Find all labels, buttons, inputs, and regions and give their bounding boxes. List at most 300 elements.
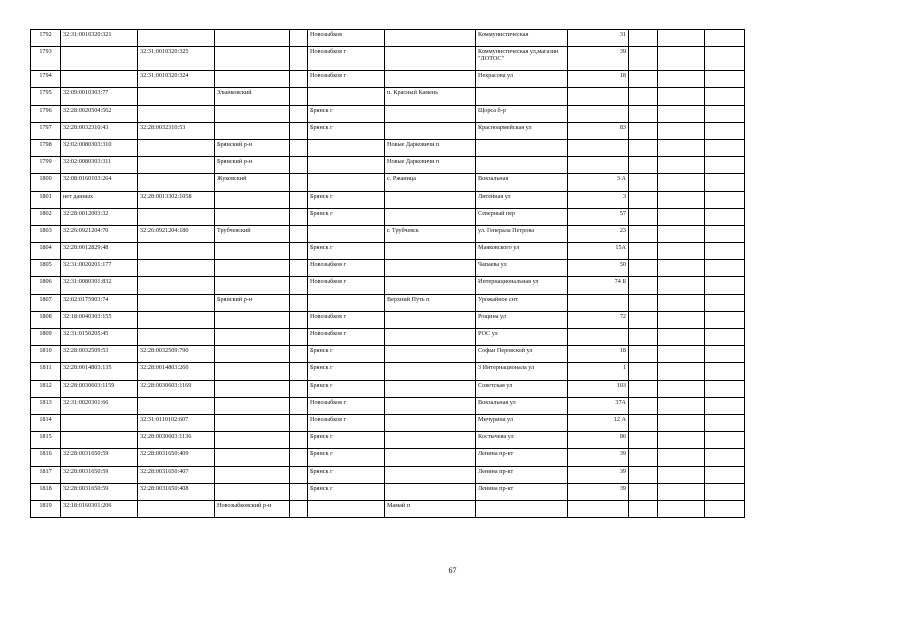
spacer-cell: [290, 88, 308, 105]
empty-cell: [705, 329, 745, 346]
house-number-cell: 18: [568, 71, 629, 88]
building-cadastral-cell: 32:31:0110102:607: [138, 414, 215, 431]
table-row: [31, 191, 745, 208]
city-cell: Брянск г: [308, 208, 385, 225]
empty-cell: [658, 397, 705, 414]
table-row: [31, 311, 745, 328]
cadastral-number-cell: 32:28:0020504:562: [61, 105, 138, 122]
spacer-cell: [290, 380, 308, 397]
empty-cell: [658, 500, 705, 517]
house-number-cell: 37А: [568, 397, 629, 414]
empty-cell: [658, 346, 705, 363]
district-cell: [215, 30, 290, 47]
district-cell: Брянский р-н: [215, 139, 290, 156]
district-cell: [215, 380, 290, 397]
city-cell: [308, 88, 385, 105]
table-row: [31, 47, 745, 71]
empty-cell: [705, 71, 745, 88]
building-cadastral-cell: [138, 277, 215, 294]
settlement-cell: [385, 30, 476, 47]
street-cell: Мичурина ул: [476, 414, 568, 431]
empty-cell: [629, 139, 658, 156]
city-cell: Новозыбков г: [308, 397, 385, 414]
district-cell: Брянский р-н: [215, 157, 290, 174]
building-cadastral-cell: 32:31:0010320:325: [138, 47, 215, 71]
spacer-cell: [290, 208, 308, 225]
district-cell: [215, 260, 290, 277]
row-number-cell: 1818: [31, 483, 61, 500]
settlement-cell: [385, 191, 476, 208]
settlement-cell: [385, 277, 476, 294]
street-cell: [476, 88, 568, 105]
cadastral-number-cell: 32:28:0014803:135: [61, 363, 138, 380]
row-number-cell: 1806: [31, 277, 61, 294]
cadastral-number-cell: 32:28:0012003:32: [61, 208, 138, 225]
cadastral-number-cell: [61, 432, 138, 449]
empty-cell: [658, 432, 705, 449]
cadastral-number-cell: 32:28:0032310:43: [61, 122, 138, 139]
empty-cell: [705, 122, 745, 139]
empty-cell: [705, 30, 745, 47]
empty-cell: [629, 483, 658, 500]
row-number-cell: 1807: [31, 294, 61, 311]
street-cell: [476, 157, 568, 174]
table-row: [31, 346, 745, 363]
row-number-cell: 1812: [31, 380, 61, 397]
table-row: [31, 380, 745, 397]
table-row: [31, 500, 745, 517]
table-row: [31, 30, 745, 47]
street-cell: Советская ул: [476, 380, 568, 397]
empty-cell: [629, 500, 658, 517]
street-cell: Ленина пр-кт: [476, 483, 568, 500]
house-number-cell: 74 Б: [568, 277, 629, 294]
empty-cell: [705, 432, 745, 449]
empty-cell: [629, 157, 658, 174]
empty-cell: [629, 363, 658, 380]
row-number-cell: 1809: [31, 329, 61, 346]
cadastral-number-cell: 32:09:0010303:77: [61, 88, 138, 105]
cadastral-number-cell: 32:28:0031650:59: [61, 449, 138, 466]
cadastral-number-cell: 32:31:0080301:832: [61, 277, 138, 294]
row-number-cell: 1795: [31, 88, 61, 105]
row-number-cell: 1808: [31, 311, 61, 328]
row-number-cell: 1805: [31, 260, 61, 277]
house-number-cell: [568, 157, 629, 174]
street-cell: Чапаева ул: [476, 260, 568, 277]
district-cell: Брянский р-н: [215, 294, 290, 311]
spacer-cell: [290, 294, 308, 311]
table-row: [31, 466, 745, 483]
house-number-cell: 18: [568, 346, 629, 363]
street-cell: Вокзальная ул: [476, 397, 568, 414]
empty-cell: [705, 466, 745, 483]
building-cadastral-cell: [138, 157, 215, 174]
street-cell: ул. Генерала Петрова: [476, 225, 568, 242]
house-number-cell: 83: [568, 122, 629, 139]
district-cell: Новозыбковский р-н: [215, 500, 290, 517]
city-cell: Новозыбков г: [308, 277, 385, 294]
cadastral-number-cell: 32:02:0175903:74: [61, 294, 138, 311]
city-cell: Новозыбков г: [308, 260, 385, 277]
row-number-cell: 1815: [31, 432, 61, 449]
empty-cell: [705, 311, 745, 328]
spacer-cell: [290, 225, 308, 242]
empty-cell: [629, 277, 658, 294]
building-cadastral-cell: [138, 88, 215, 105]
empty-cell: [658, 311, 705, 328]
city-cell: Брянск г: [308, 449, 385, 466]
city-cell: Брянск г: [308, 432, 385, 449]
empty-cell: [629, 243, 658, 260]
settlement-cell: п. Красный Камень: [385, 88, 476, 105]
cadastral-number-cell: 32:08:0160103:264: [61, 174, 138, 191]
house-number-cell: [568, 105, 629, 122]
empty-cell: [705, 363, 745, 380]
house-number-cell: 39: [568, 483, 629, 500]
row-number-cell: 1793: [31, 47, 61, 71]
empty-cell: [658, 277, 705, 294]
building-cadastral-cell: 32:28:0032310:53: [138, 122, 215, 139]
house-number-cell: 103: [568, 380, 629, 397]
building-cadastral-cell: [138, 397, 215, 414]
empty-cell: [705, 47, 745, 71]
house-number-cell: 1: [568, 363, 629, 380]
empty-cell: [629, 88, 658, 105]
row-number-cell: 1792: [31, 30, 61, 47]
city-cell: Брянск г: [308, 466, 385, 483]
street-cell: Щорса б-р: [476, 105, 568, 122]
table-row: [31, 225, 745, 242]
street-cell: Коммунистическая: [476, 30, 568, 47]
settlement-cell: Новые Дарковичи п: [385, 139, 476, 156]
settlement-cell: [385, 260, 476, 277]
settlement-cell: [385, 329, 476, 346]
row-number-cell: 1814: [31, 414, 61, 431]
building-cadastral-cell: [138, 311, 215, 328]
empty-cell: [629, 346, 658, 363]
building-cadastral-cell: 32:31:0010320:324: [138, 71, 215, 88]
empty-cell: [658, 225, 705, 242]
cadastral-number-cell: 32:31:0150205:45: [61, 329, 138, 346]
house-number-cell: 15А: [568, 243, 629, 260]
city-cell: [308, 500, 385, 517]
row-number-cell: 1797: [31, 122, 61, 139]
spacer-cell: [290, 277, 308, 294]
building-cadastral-cell: [138, 294, 215, 311]
empty-cell: [658, 122, 705, 139]
settlement-cell: [385, 380, 476, 397]
empty-cell: [658, 380, 705, 397]
row-number-cell: 1817: [31, 466, 61, 483]
registry-table: [30, 29, 745, 518]
table-row: [31, 277, 745, 294]
empty-cell: [658, 88, 705, 105]
spacer-cell: [290, 243, 308, 260]
empty-cell: [705, 414, 745, 431]
empty-cell: [705, 243, 745, 260]
house-number-cell: [568, 139, 629, 156]
empty-cell: [629, 414, 658, 431]
empty-cell: [658, 483, 705, 500]
spacer-cell: [290, 466, 308, 483]
street-cell: Красноармейская ул: [476, 122, 568, 139]
city-cell: [308, 157, 385, 174]
street-cell: Урожайное снт: [476, 294, 568, 311]
settlement-cell: [385, 243, 476, 260]
building-cadastral-cell: 32:28:0032509:790: [138, 346, 215, 363]
spacer-cell: [290, 346, 308, 363]
spacer-cell: [290, 311, 308, 328]
empty-cell: [629, 225, 658, 242]
spacer-cell: [290, 191, 308, 208]
district-cell: [215, 483, 290, 500]
street-cell: Ленина пр-кт: [476, 466, 568, 483]
empty-cell: [629, 260, 658, 277]
row-number-cell: 1811: [31, 363, 61, 380]
cadastral-number-cell: 32:28:0012829:48: [61, 243, 138, 260]
table-row: [31, 105, 745, 122]
house-number-cell: 23: [568, 225, 629, 242]
street-cell: РОС ул: [476, 329, 568, 346]
district-cell: [215, 329, 290, 346]
district-cell: [215, 122, 290, 139]
settlement-cell: [385, 311, 476, 328]
empty-cell: [658, 71, 705, 88]
city-cell: Новозыбков г: [308, 311, 385, 328]
settlement-cell: [385, 47, 476, 71]
empty-cell: [705, 346, 745, 363]
city-cell: Новозыбков г: [308, 329, 385, 346]
cadastral-number-cell: 32:02:0080303:310: [61, 139, 138, 156]
house-number-cell: 12 А: [568, 414, 629, 431]
house-number-cell: [568, 88, 629, 105]
empty-cell: [629, 208, 658, 225]
district-cell: [215, 449, 290, 466]
table-row: [31, 397, 745, 414]
empty-cell: [658, 208, 705, 225]
district-cell: [215, 346, 290, 363]
district-cell: [215, 243, 290, 260]
empty-cell: [705, 88, 745, 105]
street-cell: Рощина ул: [476, 311, 568, 328]
spacer-cell: [290, 157, 308, 174]
table-row: [31, 243, 745, 260]
table-row: [31, 449, 745, 466]
row-number-cell: 1799: [31, 157, 61, 174]
empty-cell: [705, 397, 745, 414]
settlement-cell: [385, 346, 476, 363]
city-cell: Брянск г: [308, 483, 385, 500]
street-cell: Коммунистическая ул,магазин "ЛОТОС": [476, 47, 568, 71]
empty-cell: [629, 47, 658, 71]
house-number-cell: 3 А: [568, 174, 629, 191]
building-cadastral-cell: 32:28:0014803:260: [138, 363, 215, 380]
spacer-cell: [290, 47, 308, 71]
row-number-cell: 1816: [31, 449, 61, 466]
empty-cell: [658, 414, 705, 431]
table-row: [31, 174, 745, 191]
city-cell: Брянск г: [308, 243, 385, 260]
building-cadastral-cell: [138, 208, 215, 225]
house-number-cell: 39: [568, 449, 629, 466]
house-number-cell: [568, 294, 629, 311]
house-number-cell: [568, 329, 629, 346]
empty-cell: [629, 294, 658, 311]
empty-cell: [658, 294, 705, 311]
spacer-cell: [290, 30, 308, 47]
building-cadastral-cell: [138, 260, 215, 277]
spacer-cell: [290, 71, 308, 88]
empty-cell: [658, 174, 705, 191]
empty-cell: [658, 449, 705, 466]
empty-cell: [658, 363, 705, 380]
spacer-cell: [290, 483, 308, 500]
settlement-cell: [385, 71, 476, 88]
street-cell: [476, 139, 568, 156]
table-row: [31, 208, 745, 225]
city-cell: [308, 225, 385, 242]
house-number-cell: 39: [568, 466, 629, 483]
building-cadastral-cell: [138, 243, 215, 260]
cadastral-number-cell: 32:31:0020301:66: [61, 397, 138, 414]
building-cadastral-cell: 32:26:0921204:180: [138, 225, 215, 242]
empty-cell: [658, 329, 705, 346]
district-cell: [215, 466, 290, 483]
city-cell: [308, 294, 385, 311]
spacer-cell: [290, 432, 308, 449]
empty-cell: [658, 139, 705, 156]
registry-table-body: [31, 30, 745, 518]
row-number-cell: 1796: [31, 105, 61, 122]
house-number-cell: 39: [568, 47, 629, 71]
district-cell: [215, 397, 290, 414]
district-cell: [215, 47, 290, 71]
cadastral-number-cell: 32:28:0030603:1159: [61, 380, 138, 397]
district-cell: [215, 432, 290, 449]
row-number-cell: 1794: [31, 71, 61, 88]
city-cell: Брянск г: [308, 363, 385, 380]
street-cell: [476, 500, 568, 517]
house-number-cell: 86: [568, 432, 629, 449]
empty-cell: [629, 105, 658, 122]
street-cell: Ленина пр-кт: [476, 449, 568, 466]
empty-cell: [629, 449, 658, 466]
empty-cell: [705, 157, 745, 174]
cadastral-number-cell: 32:18:0160301:206: [61, 500, 138, 517]
settlement-cell: [385, 483, 476, 500]
street-cell: Интернациональная ул: [476, 277, 568, 294]
city-cell: [308, 139, 385, 156]
table-row: [31, 157, 745, 174]
street-cell: Некрасова ул: [476, 71, 568, 88]
cadastral-number-cell: 32:28:0032509:53: [61, 346, 138, 363]
table-row: [31, 432, 745, 449]
empty-cell: [705, 483, 745, 500]
district-cell: [215, 105, 290, 122]
street-cell: 3 Интернационала ул: [476, 363, 568, 380]
street-cell: Вокзальная: [476, 174, 568, 191]
empty-cell: [658, 243, 705, 260]
district-cell: Трубчевский: [215, 225, 290, 242]
building-cadastral-cell: 32:28:0031650:409: [138, 449, 215, 466]
empty-cell: [705, 174, 745, 191]
empty-cell: [629, 191, 658, 208]
empty-cell: [629, 380, 658, 397]
district-cell: [215, 71, 290, 88]
city-cell: Брянск г: [308, 105, 385, 122]
building-cadastral-cell: 32:28:0031650:408: [138, 483, 215, 500]
table-row: [31, 260, 745, 277]
empty-cell: [629, 71, 658, 88]
settlement-cell: [385, 122, 476, 139]
building-cadastral-cell: [138, 105, 215, 122]
building-cadastral-cell: [138, 500, 215, 517]
row-number-cell: 1804: [31, 243, 61, 260]
empty-cell: [658, 47, 705, 71]
city-cell: Новозыбков г: [308, 47, 385, 71]
empty-cell: [629, 30, 658, 47]
row-number-cell: 1810: [31, 346, 61, 363]
empty-cell: [705, 294, 745, 311]
settlement-cell: [385, 449, 476, 466]
row-number-cell: 1800: [31, 174, 61, 191]
table-row: [31, 414, 745, 431]
cadastral-number-cell: [61, 47, 138, 71]
district-cell: [215, 208, 290, 225]
city-cell: Брянск г: [308, 191, 385, 208]
empty-cell: [629, 329, 658, 346]
district-cell: Жуковский: [215, 174, 290, 191]
spacer-cell: [290, 397, 308, 414]
spacer-cell: [290, 449, 308, 466]
spacer-cell: [290, 500, 308, 517]
settlement-cell: [385, 432, 476, 449]
table-row: [31, 294, 745, 311]
empty-cell: [705, 225, 745, 242]
building-cadastral-cell: 32:28:0030603:1136: [138, 432, 215, 449]
empty-cell: [658, 30, 705, 47]
building-cadastral-cell: [138, 30, 215, 47]
settlement-cell: [385, 363, 476, 380]
house-number-cell: 3: [568, 191, 629, 208]
empty-cell: [658, 105, 705, 122]
page-number: 67: [448, 566, 457, 575]
cadastral-number-cell: 32:26:0921204:70: [61, 225, 138, 242]
spacer-cell: [290, 363, 308, 380]
empty-cell: [705, 208, 745, 225]
row-number-cell: 1803: [31, 225, 61, 242]
city-cell: Новозыбков: [308, 30, 385, 47]
empty-cell: [705, 260, 745, 277]
cadastral-number-cell: 32:18:0040303:155: [61, 311, 138, 328]
street-cell: Северный пер: [476, 208, 568, 225]
city-cell: Брянск г: [308, 380, 385, 397]
district-cell: [215, 191, 290, 208]
street-cell: Софьи Перовской ул: [476, 346, 568, 363]
house-number-cell: 72: [568, 311, 629, 328]
building-cadastral-cell: [138, 174, 215, 191]
city-cell: Брянск г: [308, 122, 385, 139]
street-cell: Костычева ул: [476, 432, 568, 449]
settlement-cell: [385, 414, 476, 431]
empty-cell: [705, 277, 745, 294]
row-number-cell: 1813: [31, 397, 61, 414]
empty-cell: [629, 397, 658, 414]
city-cell: [308, 174, 385, 191]
settlement-cell: [385, 466, 476, 483]
empty-cell: [705, 139, 745, 156]
